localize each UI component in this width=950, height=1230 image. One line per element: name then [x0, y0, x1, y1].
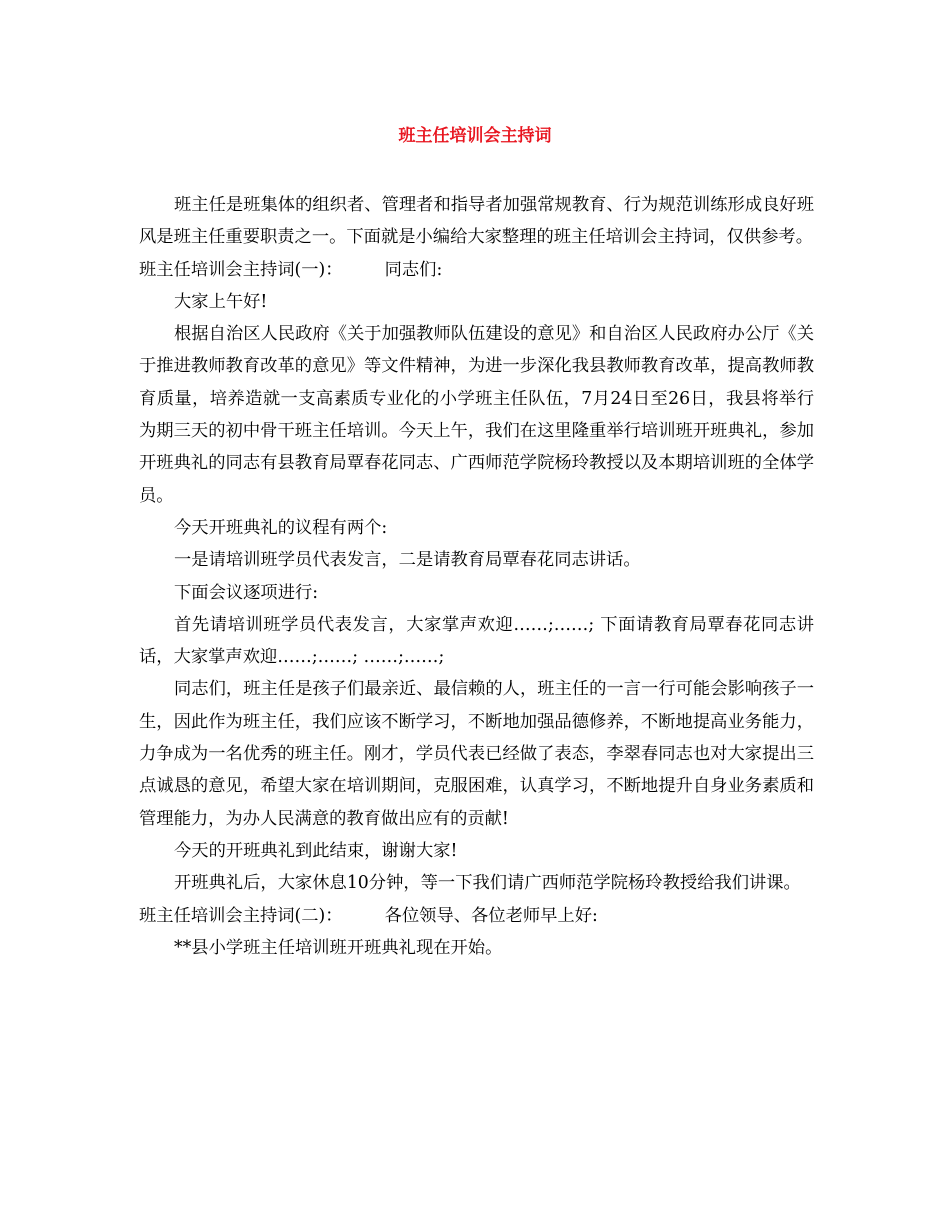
section-heading-label: 班主任培训会主持词(二)： [139, 905, 343, 926]
section-heading-2 [139, 900, 814, 932]
document-body [139, 189, 814, 964]
paragraph-break-note: 开班典礼后，大家休息10分钟，等一下我们请广西师范学院杨玲教授给我们讲课。 [174, 873, 801, 894]
document-title: 班主任培训会主持词 [398, 126, 552, 146]
paragraph-speeches: 首先请培训班学员代表发言，大家掌声欢迎……;……; 下面请教育局覃春花同志讲话，大家掌声欢迎……;……; ……;……; [139, 614, 814, 668]
section-heading-1 [139, 254, 814, 286]
paragraph-background: 根据自治区人民政府《关于加强教师队伍建设的意见》和自治区人民政府办公厅《关于推进教师教育改革的意见》等文件精神，为进一步深化我县教师教育改革，提高教师教育质量，培养造就一支高素质专业化的小学班主任队伍，7月24日至26日，我县将举行为期三天的初中骨干班主任培训。今天上午，我们在这里隆重举行培训班开班典礼，参加开班典礼的同志有县教育局覃春花同志、广西师范学院杨玲教授以及本期培训班的全体学员。 [139, 324, 814, 506]
salutation: 各位领导、各位老师早上好: [384, 905, 598, 926]
paragraph-summary: 同志们，班主任是孩子们最亲近、最信赖的人，班主任的一言一行可能会影响孩子一生，因此作为班主任，我们应该不断学习，不断地加强品德修养，不断地提高业务能力，力争成为一名优秀的班主任。刚才，学员代表已经做了表态，李翠春同志也对大家提出三点诚恳的意见，希望大家在培训期间，克服困难，认真学习，不断地提升自身业务素质和管理能力，为办人民满意的教育做出应有的贡献! [139, 679, 814, 829]
paragraph-opening: **县小学班主任培训班开班典礼现在开始。 [174, 937, 503, 958]
salutation: 同志们: [384, 259, 443, 280]
paragraph-agenda-items: 一是请培训班学员代表发言，二是请教育局覃春花同志讲话。 [174, 550, 641, 571]
section-heading-label: 班主任培训会主持词(一)： [139, 259, 343, 280]
paragraph-closing: 今天的开班典礼到此结束，谢谢大家! [174, 840, 458, 861]
paragraph-greeting: 大家上午好! [174, 291, 268, 312]
paragraph-intro: 班主任是班集体的组织者、管理者和指导者加强常规教育、行为规范训练形成良好班风是班主任重要职责之一。下面就是小编给大家整理的班主任培训会主持词，仅供参考。 [139, 195, 814, 248]
paragraph-proceed: 下面会议逐项进行: [174, 582, 319, 603]
paragraph-agenda-intro: 今天开班典礼的议程有两个: [174, 517, 388, 538]
